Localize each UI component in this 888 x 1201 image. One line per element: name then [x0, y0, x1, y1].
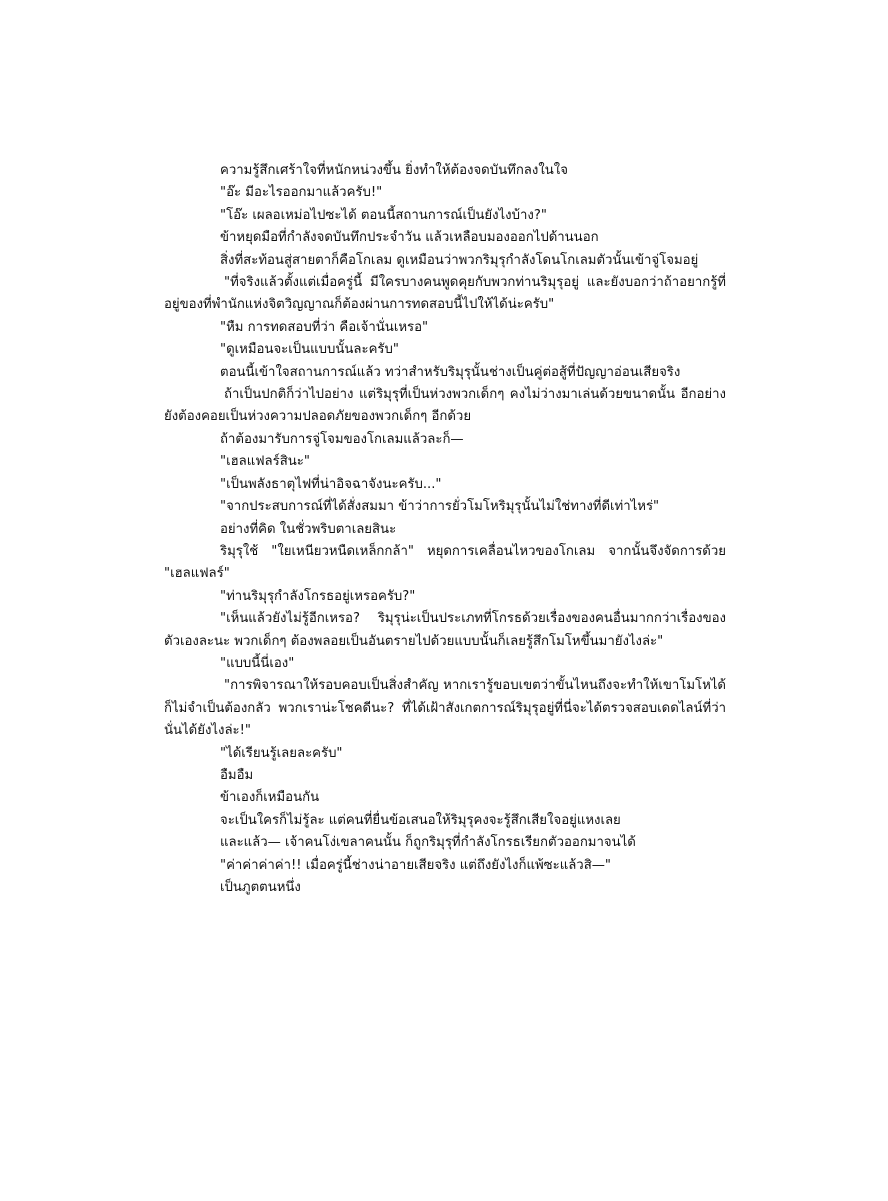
- paragraph: "เป็นพลังธาตุไฟที่น่าอิจฉาจังนะครับ...": [220, 476, 442, 492]
- paragraph: "เฮลแฟลร์สินะ": [220, 454, 310, 470]
- paragraph: "การพิจารณาให้รอบคอบเป็นสิ่งสำคัญ หากเรารู้ขอบเขตว่าขั้นไหนถึงจะทำให้เขาโมโหได้ก็ไม่จำเป็นต้องกลัว พวกเราน่ะโชคดีนะ? ที่ได้เฝ้าสังเกตการณ์ริมุรุอยู่ที่นี่จะได้ตรวจสอบเดดไลน์ที่ว่านั่นได้ยังไงล่ะ!": [164, 678, 726, 739]
- paragraph: "เห็นแล้วยังไม่รู้อีกเหรอ? ริมุรุน่ะเป็นประเภทที่โกรธด้วยเรื่องของคนอื่นมากกว่าเรื่องของตัวเองละนะ พวกเด็กๆ ต้องพลอยเป็นอันตรายไปด้วยแบบนั้นก็เลยรู้สึกโมโหขึ้นมายังไงล่ะ": [164, 611, 726, 649]
- paragraph: "โอ๊ะ เผลอเหม่อไปซะได้ ตอนนี้สถานการณ์เป็นยังไงบ้าง?": [220, 207, 547, 223]
- paragraph: สิ่งที่สะท้อนสู่สายตาก็คือโกเลม ดูเหมือนว่าพวกริมุรุกำลังโดนโกเลมตัวนั้นเข้าจู่โจมอยู่: [220, 252, 699, 268]
- paragraph: "ท่านริมุรุกำลังโกรธอยู่เหรอครับ?": [220, 588, 416, 604]
- paragraph: "อ๊ะ มีอะไรออกมาแล้วครับ!": [220, 185, 383, 201]
- paragraph: เป็นภูตตนหนึ่ง: [220, 880, 301, 895]
- paragraph: ริมุรุใช้ "ใยเหนียวหนืดเหล็กกล้า" หยุดการเคลื่อนไหวของโกเลม จากนั้นจึงจัดการด้วย "เฮลแฟลร์": [164, 543, 726, 582]
- paragraph: และแล้ว— เจ้าคนโง่เขลาคนนั้น ก็ถูกริมุรุที่กำลังโกรธเรียกตัวออกมาจนได้: [220, 835, 636, 851]
- paragraph: ความรู้สึกเศร้าใจที่หนักหน่วงขึ้น ยิ่งทำให้ต้องจดบันทึกลงในใจ: [220, 163, 568, 178]
- paragraph: ถ้าเป็นปกติก็ว่าไปอย่าง แต่ริมุรุที่เป็นห่วงพวกเด็กๆ คงไม่ว่างมาเล่นด้วยขนาดนั้น อีกอย่างยังต้องคอยเป็นห่วงความปลอดภัยของพวกเด็กๆ อีกด้วย: [164, 387, 726, 425]
- paragraph: อย่างที่คิด ในชั่วพริบตาเลยสินะ: [220, 521, 397, 537]
- paragraph: จะเป็นใครก็ไม่รู้ละ แต่คนที่ยื่นข้อเสนอให้ริมุรุคงจะรู้สึกเสียใจอยู่แหงเลย: [220, 812, 621, 828]
- paragraph: "แบบนี้นี่เอง": [220, 655, 295, 671]
- paragraph: "ดูเหมือนจะเป็นแบบนั้นละครับ": [220, 342, 399, 358]
- paragraph: "ที่จริงแล้วตั้งแต่เมื่อครู่นี้ มีใครบางคนพูดคุยกับพวกท่านริมุรุอยู่ และยังบอกว่าถ้าอยากรู้ที่อยู่ของที่พำนักแห่งจิตวิญญาณก็ต้องผ่านการทดสอบนี้ไปให้ได้น่ะครับ": [164, 275, 726, 313]
- paragraph: ตอนนี้เข้าใจสถานการณ์แล้ว ทว่าสำหรับริมุรุนั้นช่างเป็นคู่ต่อสู้ที่ปัญญาอ่อนเสียจริง: [220, 364, 681, 380]
- paragraph: ถ้าต้องมารับการจู่โจมของโกเลมแล้วละก็—: [220, 431, 464, 447]
- paragraph: "ได้เรียนรู้เลยละครับ": [220, 745, 343, 761]
- paragraph: "หืม การทดสอบที่ว่า คือเจ้านั่นเหรอ": [220, 319, 429, 335]
- paragraph: ข้าหยุดมือที่กำลังจดบันทึกประจำวัน แล้วเหลือบมองออกไปด้านนอก: [220, 230, 599, 246]
- paragraph: "จากประสบการณ์ที่ได้สั่งสมมา ข้าว่าการยั่วโมโหริมุรุนั้นไม่ใช่ทางที่ดีเท่าไหร่": [220, 499, 660, 515]
- paragraph: "ค่าค่าค่าค่า!! เมื่อครู่นี้ช่างน่าอายเสียจริง แต่ถึงยังไงก็แพ้ซะแล้วสิ—": [220, 857, 611, 873]
- paragraph: ข้าเองก็เหมือนกัน: [220, 790, 320, 806]
- paragraph: อืมอืม: [220, 767, 254, 783]
- body-text: [164, 160, 726, 899]
